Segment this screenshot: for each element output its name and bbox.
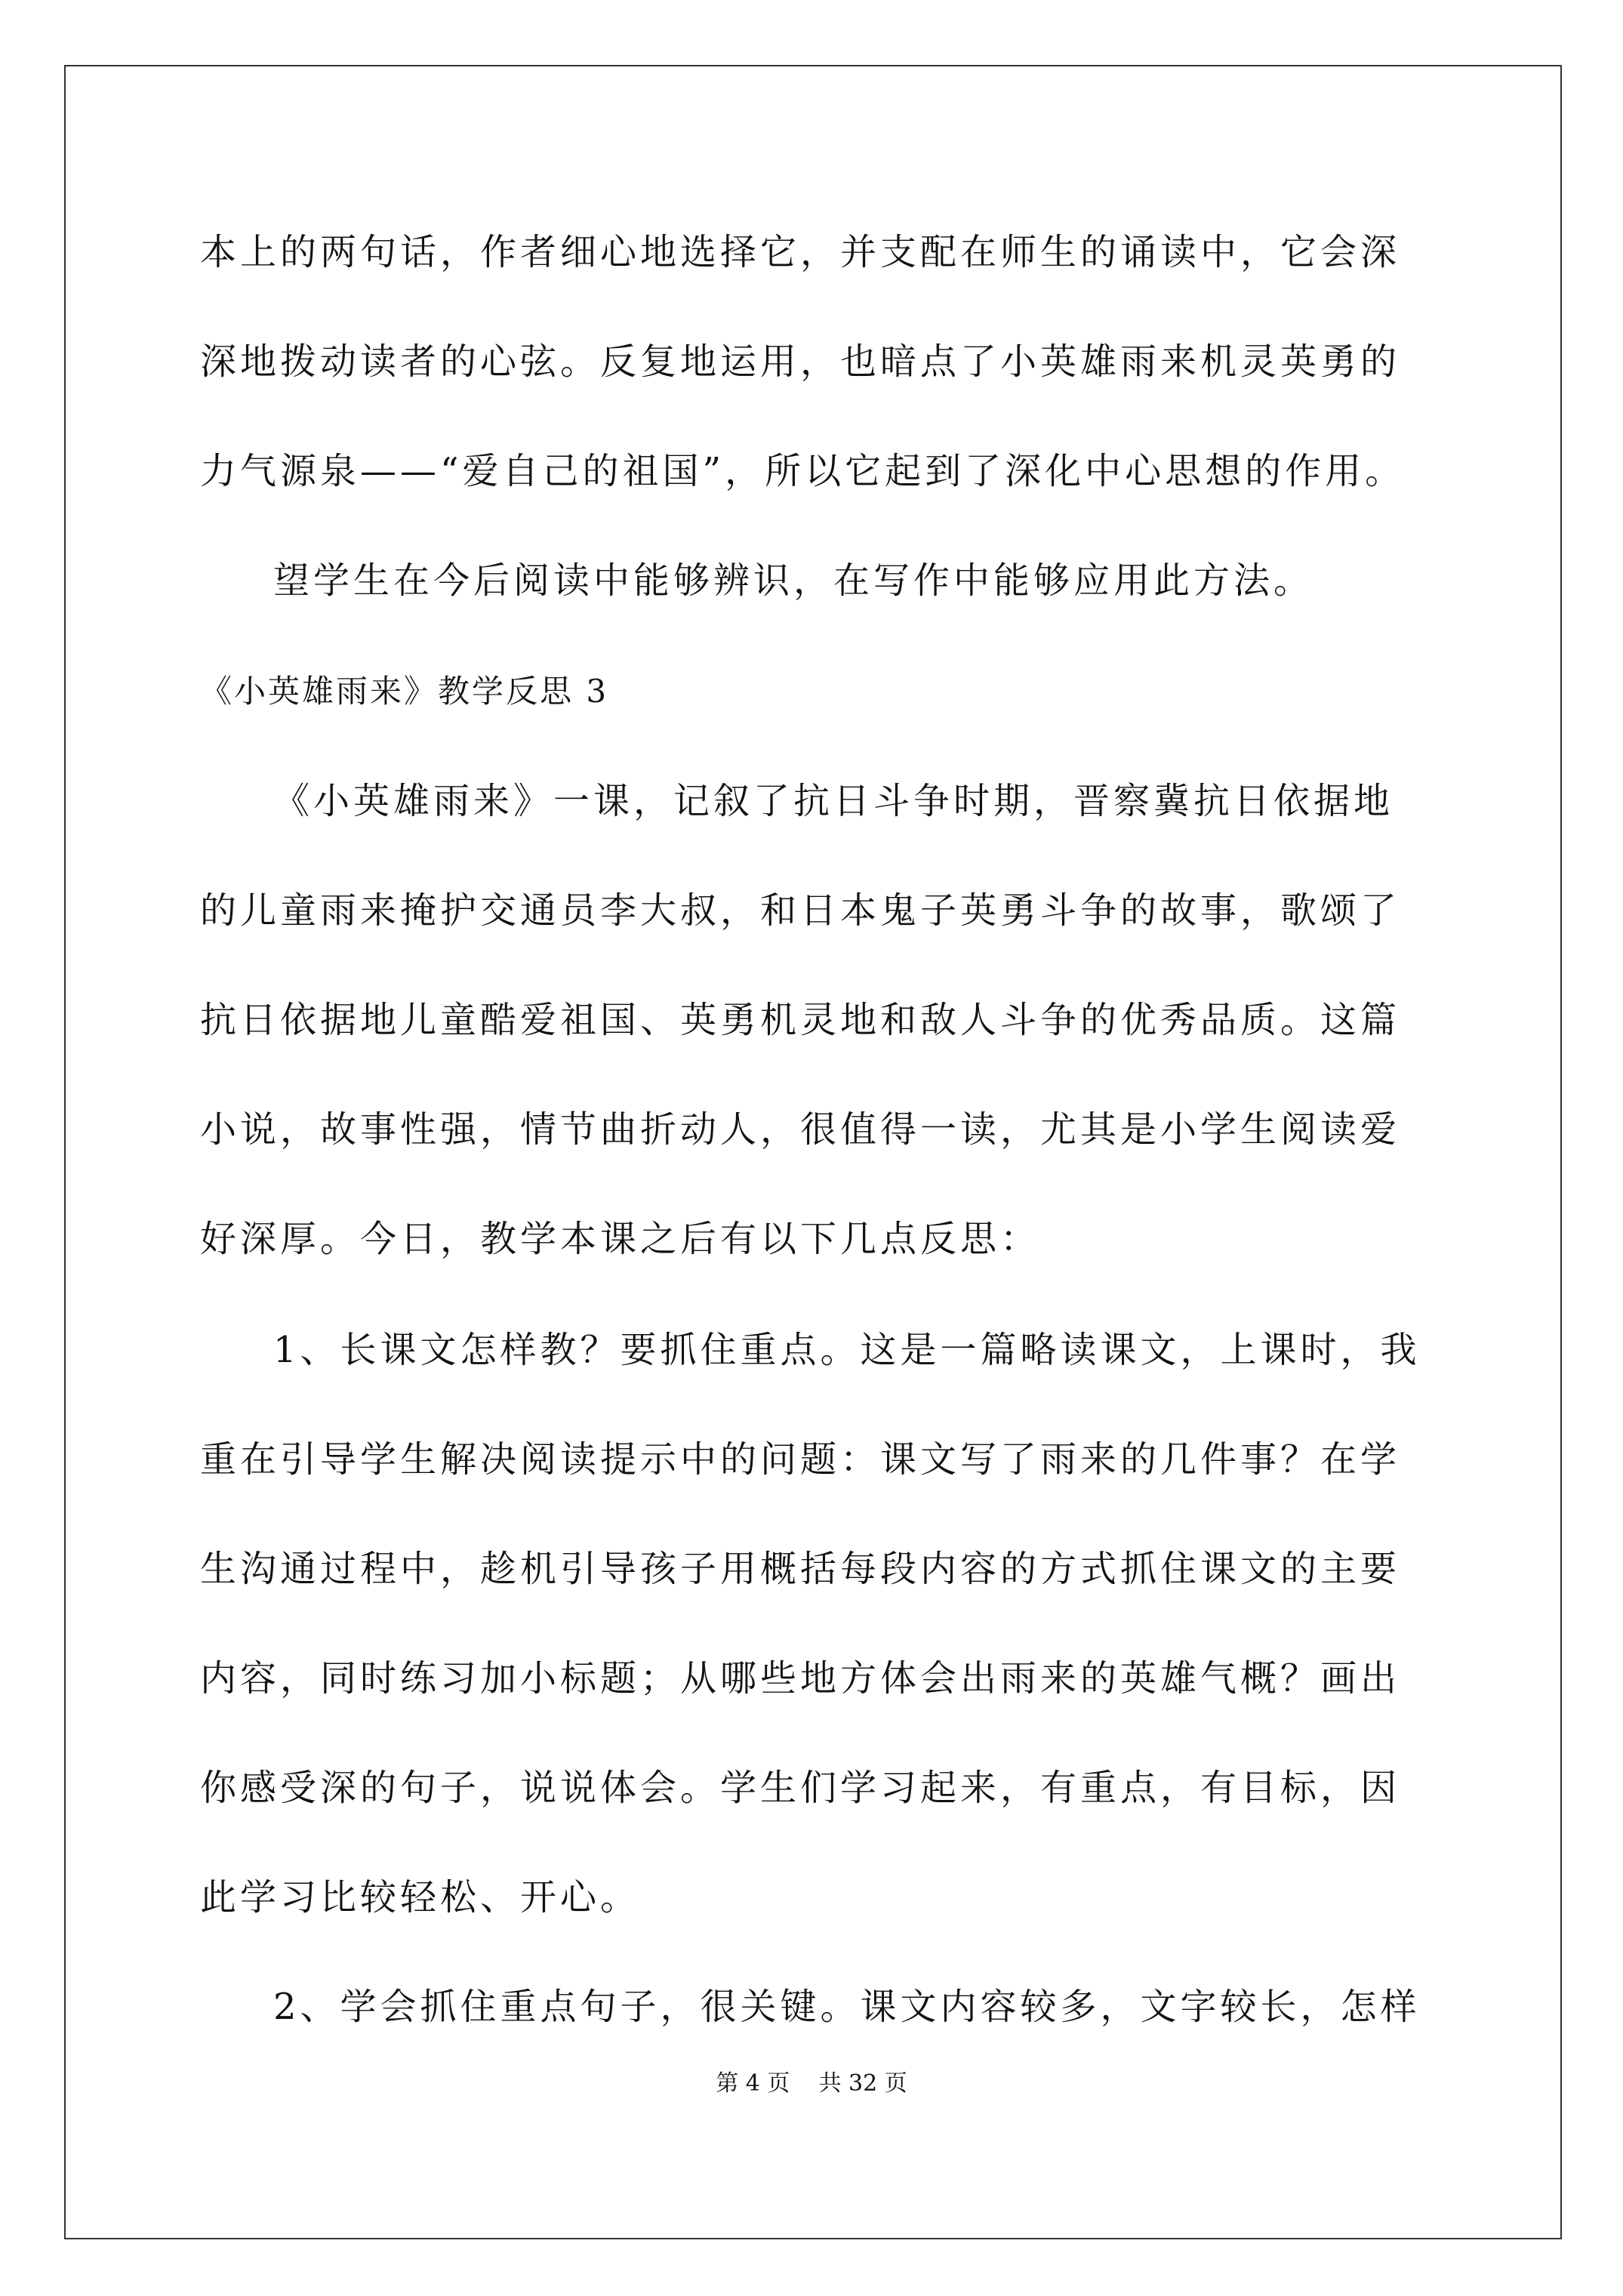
text-line: 生沟通过程中，趁机引导孩子用概括每段内容的方式抓住课文的主要: [200, 1548, 1401, 1590]
text-line: 此学习比较轻松、开心。: [200, 1876, 641, 1918]
text-line: 的儿童雨来掩护交通员李大叔，和日本鬼子英勇斗争的故事，歌颂了: [200, 889, 1401, 932]
text-line: 内容，同时练习加小标题；从哪些地方体会出雨来的英雄气概？画出: [200, 1657, 1401, 1700]
text-line: 小说，故事性强，情节曲折动人，很值得一读，尤其是小学生阅读爱: [200, 1108, 1401, 1151]
text-line: 《小英雄雨来》一课，记叙了抗日斗争时期，晋察冀抗日依据地: [273, 780, 1394, 822]
text-line: 重在引导学生解决阅读提示中的问题：课文写了雨来的几件事？在学: [200, 1438, 1401, 1481]
text-line: 望学生在今后阅读中能够辨识，在写作中能够应用此方法。: [273, 559, 1314, 602]
text-line: 抗日依据地儿童酷爱祖国、英勇机灵地和敌人斗争的优秀品质。这篇: [200, 999, 1401, 1041]
text-line: 2、学会抓住重点句子，很关键。课文内容较多，文字较长，怎样: [273, 1986, 1421, 2028]
text-line: 1、长课文怎样教？要抓住重点。这是一篇略读课文，上课时，我: [273, 1329, 1421, 1371]
text-line: 深地拨动读者的心弦。反复地运用，也暗点了小英雄雨来机灵英勇的: [200, 341, 1401, 383]
text-line: 好深厚。今日，教学本课之后有以下几点反思：: [200, 1218, 1041, 1260]
section-heading: 《小英雄雨来》教学反思 3: [200, 673, 609, 710]
text-line: 你感受深的句子，说说体会。学生们学习起来，有重点，有目标，因: [200, 1767, 1401, 1809]
text-line: 力气源泉——“爱自己的祖国”，所以它起到了深化中心思想的作用。: [200, 450, 1406, 492]
page-number-footer: 第 4 页 共 32 页: [716, 2070, 907, 2097]
text-line: 本上的两句话，作者细心地选择它，并支配在师生的诵读中，它会深: [200, 231, 1401, 273]
